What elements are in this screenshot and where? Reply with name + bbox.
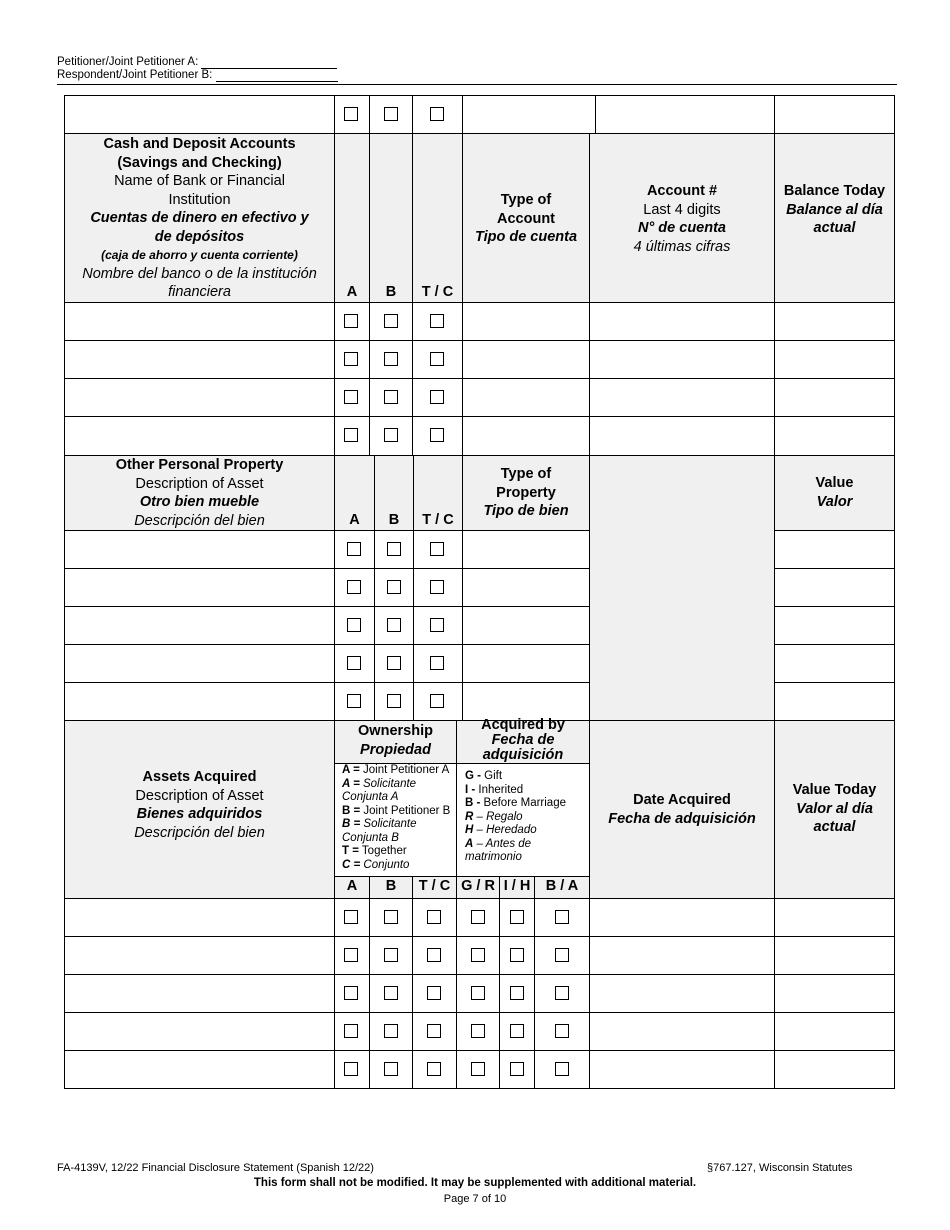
assets-cb-tc[interactable] xyxy=(427,910,441,924)
cash-type-2: Account xyxy=(497,210,555,227)
legend-entry xyxy=(465,797,566,811)
row-line xyxy=(64,974,895,975)
acquired-title: Acquired by xyxy=(481,717,565,733)
other-cb-b[interactable] xyxy=(387,618,401,632)
cash-bal-es-1: Balance al día xyxy=(786,201,883,218)
legend-entry xyxy=(342,764,450,778)
assets-cb-tc[interactable] xyxy=(427,1062,441,1076)
col-line xyxy=(534,876,535,1089)
assets-cb-ih[interactable] xyxy=(510,910,524,924)
legend-value: – Regalo xyxy=(473,810,523,823)
cash-acct-1: Account # xyxy=(646,183,718,199)
assets-title: Assets Acquired xyxy=(142,769,257,785)
cash-type-1: Type of xyxy=(500,192,552,208)
other-col-a: A xyxy=(349,512,360,528)
respondent-b-field[interactable] xyxy=(216,70,338,82)
legend-entry xyxy=(342,859,450,873)
petitioner-a-field[interactable] xyxy=(201,57,337,69)
assets-cb-ba[interactable] xyxy=(555,948,569,962)
col-line xyxy=(774,95,775,1089)
other-value-header xyxy=(775,474,894,511)
row-line xyxy=(775,606,895,607)
legend-value: Conjunto xyxy=(360,858,410,871)
col-line xyxy=(589,133,590,1089)
cash-cb-b[interactable] xyxy=(384,390,398,404)
legend-key: R xyxy=(465,810,474,823)
assets-cb-ba[interactable] xyxy=(555,910,569,924)
legend-key: A = xyxy=(342,764,360,776)
assets-cb-b[interactable] xyxy=(384,1024,398,1038)
other-type-es: Tipo de bien xyxy=(483,503,569,519)
assets-cb-ba[interactable] xyxy=(555,1024,569,1038)
legend-key: G - xyxy=(465,770,481,782)
other-cb-a[interactable] xyxy=(347,656,361,670)
assets-cb-gr[interactable] xyxy=(471,948,485,962)
row-line xyxy=(64,606,590,607)
cash-type-es: Tipo de cuenta xyxy=(474,229,578,245)
cash-col-b: B xyxy=(385,284,397,300)
col-line xyxy=(462,95,463,720)
other-cb-tc[interactable] xyxy=(430,542,444,556)
assets-cb-tc[interactable] xyxy=(427,986,441,1000)
other-col-b: B xyxy=(388,512,400,528)
respondent-b-label: Respondent/Joint Petitioner B: xyxy=(57,69,213,81)
assets-col-tc: T / C xyxy=(418,878,451,894)
cash-desc-1: Name of Bank or Financial xyxy=(114,173,285,189)
assets-cb-b[interactable] xyxy=(384,910,398,924)
date-acquired-title: Date Acquired xyxy=(633,792,731,808)
ownership-title: Ownership xyxy=(358,723,433,739)
row-line xyxy=(64,340,895,341)
cash-col-a: A xyxy=(346,284,358,300)
cash-cb-tc[interactable] xyxy=(430,314,444,328)
legend-entry xyxy=(465,851,566,865)
legend-key: B - xyxy=(465,797,481,809)
row-line xyxy=(64,898,895,899)
legend-value: Before Marriage xyxy=(480,797,566,809)
col-line xyxy=(595,95,596,133)
col-line xyxy=(334,95,335,1089)
cash-es-title-2: de depósitos xyxy=(154,228,245,245)
cash-cb-a[interactable] xyxy=(344,390,358,404)
other-cb-tc[interactable] xyxy=(430,694,444,708)
date-acquired-es: Fecha de adquisición xyxy=(608,810,756,827)
legend-key: T = xyxy=(342,845,359,857)
legend-key: I - xyxy=(465,783,476,796)
page-number: Page 7 of 10 xyxy=(443,1193,507,1205)
cash-col-tc: T / C xyxy=(421,284,454,300)
assets-cb-ih[interactable] xyxy=(510,1024,524,1038)
other-cb-a[interactable] xyxy=(347,580,361,594)
assets-cb-a[interactable] xyxy=(344,948,358,962)
row-line xyxy=(64,133,895,134)
other-type-1: Type of xyxy=(500,466,552,482)
row-line xyxy=(64,378,895,379)
cash-balance-header xyxy=(775,182,894,238)
row-line xyxy=(775,644,895,645)
col-line xyxy=(412,95,413,455)
cash-acct-2: Last 4 digits xyxy=(643,201,721,218)
row-line xyxy=(64,682,590,683)
assets-es-title: Bienes adquiridos xyxy=(136,806,263,822)
legend-entry xyxy=(342,791,450,805)
legend-entry xyxy=(465,811,566,825)
legend-entry xyxy=(465,838,566,852)
acquired-by-header xyxy=(457,718,589,763)
assets-es-desc: Descripción del bien xyxy=(134,824,265,841)
legend-value: Together xyxy=(358,845,407,857)
other-value-es: Valor xyxy=(816,493,853,510)
col-line xyxy=(499,876,500,1089)
cash-bal-es-2: actual xyxy=(813,220,856,236)
other-cb-a[interactable] xyxy=(347,694,361,708)
acquired-es-1: Fecha de xyxy=(491,732,555,748)
petitioner-a-label: Petitioner/Joint Petitioner A: xyxy=(57,56,199,68)
row-line xyxy=(64,644,590,645)
row-line xyxy=(64,1050,895,1051)
legend-entry xyxy=(342,778,450,792)
value-today-es-2: actual xyxy=(813,819,856,835)
assets-col-gr: G / R xyxy=(461,878,495,894)
value-today-es-1: Valor al día xyxy=(796,800,873,817)
legend-value: Joint Petitioner A xyxy=(359,764,450,776)
cash-cb-b[interactable] xyxy=(384,428,398,442)
legend-key: A = xyxy=(342,777,360,790)
assets-cb-gr[interactable] xyxy=(471,1062,485,1076)
other-header-text xyxy=(65,456,334,530)
col-line xyxy=(412,876,413,1089)
assets-cb-ih[interactable] xyxy=(510,948,524,962)
assets-col-ih: I / H xyxy=(503,878,531,894)
other-es-desc: Descripción del bien xyxy=(134,512,265,529)
row-line xyxy=(775,568,895,569)
assets-cb-b[interactable] xyxy=(384,986,398,1000)
cash-cb-a[interactable] xyxy=(344,314,358,328)
legend-value: Solicitante xyxy=(360,818,417,830)
other-col-tc: T / C xyxy=(422,512,454,528)
legend-entry xyxy=(465,824,566,838)
legend-key: A xyxy=(465,837,474,850)
ownership-header xyxy=(335,722,456,759)
cash-cb-tc[interactable] xyxy=(430,428,444,442)
legend-key: B = xyxy=(342,818,361,830)
row-line xyxy=(64,530,590,531)
cash-es-sub: (caja de ahorro y cuenta corriente) xyxy=(101,248,298,262)
assets-cb-b[interactable] xyxy=(384,1062,398,1076)
cash-desc-2: Institution xyxy=(168,191,231,208)
assets-cb-a[interactable] xyxy=(344,910,358,924)
assets-col-a: A xyxy=(346,878,358,894)
assets-cb-a[interactable] xyxy=(344,1062,358,1076)
legend-key: B = xyxy=(342,804,361,817)
other-es-title: Otro bien mueble xyxy=(139,494,260,510)
cash-es-title-1: Cuentas de dinero en efectivo y xyxy=(90,210,309,226)
assets-cb-gr[interactable] xyxy=(471,910,485,924)
col-line xyxy=(413,455,414,720)
row-line xyxy=(775,530,895,531)
other-cb-tc[interactable] xyxy=(430,656,444,670)
legend-value: matrimonio xyxy=(465,851,522,863)
value-today-title: Value Today xyxy=(792,782,877,798)
cash-cb-b[interactable] xyxy=(384,352,398,366)
assets-col-b: B xyxy=(385,878,397,894)
row-line xyxy=(775,682,895,683)
legend-entry xyxy=(342,818,450,832)
cash-acct-es-1: N° de cuenta xyxy=(638,220,726,236)
legend-key: C = xyxy=(342,858,361,871)
cash-cb-tc[interactable] xyxy=(430,390,444,404)
cash-type-header xyxy=(463,191,589,247)
cash-cb-tc[interactable] xyxy=(430,352,444,366)
assets-cb-b[interactable] xyxy=(384,948,398,962)
other-cb-tc[interactable] xyxy=(430,618,444,632)
other-cb-b[interactable] xyxy=(387,694,401,708)
other-cb-a[interactable] xyxy=(347,542,361,556)
legend-value: Joint Petitioner B xyxy=(360,804,451,817)
cash-es-desc-1: Nombre del banco o de la institución xyxy=(82,265,317,282)
legend-key: H xyxy=(465,824,474,836)
legend-entry xyxy=(342,845,450,859)
other-desc: Description of Asset xyxy=(135,475,264,492)
assets-col-ba: B / A xyxy=(545,878,579,894)
cash-account-header xyxy=(590,182,774,256)
legend-value: – Antes de xyxy=(473,837,532,850)
legend-entry xyxy=(465,784,566,798)
cb-b[interactable] xyxy=(384,107,398,121)
modify-notice: This form shall not be modified. It may be supplemented with additional material. xyxy=(253,1177,697,1189)
cash-bal-1: Balance Today xyxy=(783,183,886,199)
cash-es-desc-2: financiera xyxy=(168,284,231,300)
legend-value: Gift xyxy=(480,770,503,782)
legend-entry xyxy=(342,805,450,819)
other-value: Value xyxy=(815,475,854,491)
petitioner-a-line xyxy=(57,56,337,69)
value-today-header xyxy=(775,781,894,837)
statute: §767.127, Wisconsin Statutes xyxy=(707,1162,853,1174)
ownership-es: Propiedad xyxy=(360,741,431,758)
ownership-legend xyxy=(342,764,450,872)
cash-cb-a[interactable] xyxy=(344,352,358,366)
row-line xyxy=(64,568,590,569)
row-line xyxy=(64,416,895,417)
other-type-header xyxy=(463,465,589,521)
other-cb-b[interactable] xyxy=(387,580,401,594)
row-line xyxy=(335,876,590,877)
header-divider xyxy=(57,84,897,85)
assets-header-text xyxy=(65,768,334,842)
other-cb-a[interactable] xyxy=(347,618,361,632)
assets-cb-a[interactable] xyxy=(344,1024,358,1038)
assets-cb-gr[interactable] xyxy=(471,986,485,1000)
col-line xyxy=(369,95,370,455)
respondent-b-line xyxy=(57,69,338,82)
row-line xyxy=(64,936,895,937)
legend-value: Conjunta B xyxy=(342,831,399,844)
assets-cb-ih[interactable] xyxy=(510,1062,524,1076)
assets-cb-ba[interactable] xyxy=(555,1062,569,1076)
cash-title-2: (Savings and Checking) xyxy=(117,154,282,171)
cash-acct-es-2: 4 últimas cifras xyxy=(633,238,731,255)
cb-a[interactable] xyxy=(344,107,358,121)
row-line xyxy=(64,302,895,303)
form-id: FA-4139V, 12/22 Financial Disclosure Statement (Spanish 12/22) xyxy=(57,1162,374,1174)
acquired-es-2: adquisición xyxy=(482,747,564,763)
col-line xyxy=(456,720,457,1089)
acquired-legend xyxy=(465,770,566,865)
legend-entry xyxy=(465,770,566,784)
assets-cb-gr[interactable] xyxy=(471,1024,485,1038)
other-title: Other Personal Property xyxy=(115,457,284,473)
assets-cb-tc[interactable] xyxy=(427,1024,441,1038)
legend-value: Inherited xyxy=(475,783,524,796)
date-acquired-header xyxy=(590,791,774,828)
col-line xyxy=(374,455,375,720)
cash-cb-a[interactable] xyxy=(344,428,358,442)
row-line xyxy=(64,1012,895,1013)
cash-header-text xyxy=(65,135,334,302)
other-type-2: Property xyxy=(496,484,556,501)
cb-tc[interactable] xyxy=(430,107,444,121)
assets-cb-tc[interactable] xyxy=(427,948,441,962)
other-cb-b[interactable] xyxy=(387,542,401,556)
cash-title-1: Cash and Deposit Accounts xyxy=(103,136,296,152)
legend-value: Solicitante xyxy=(359,777,417,790)
legend-entry xyxy=(342,832,450,846)
assets-cb-a[interactable] xyxy=(344,986,358,1000)
col-line xyxy=(369,876,370,1089)
legend-value: Conjunta A xyxy=(342,791,399,803)
legend-value: – Heredado xyxy=(473,824,537,836)
cash-cb-b[interactable] xyxy=(384,314,398,328)
assets-cb-ih[interactable] xyxy=(510,986,524,1000)
other-cb-b[interactable] xyxy=(387,656,401,670)
assets-desc: Description of Asset xyxy=(135,787,264,804)
assets-cb-ba[interactable] xyxy=(555,986,569,1000)
other-cb-tc[interactable] xyxy=(430,580,444,594)
